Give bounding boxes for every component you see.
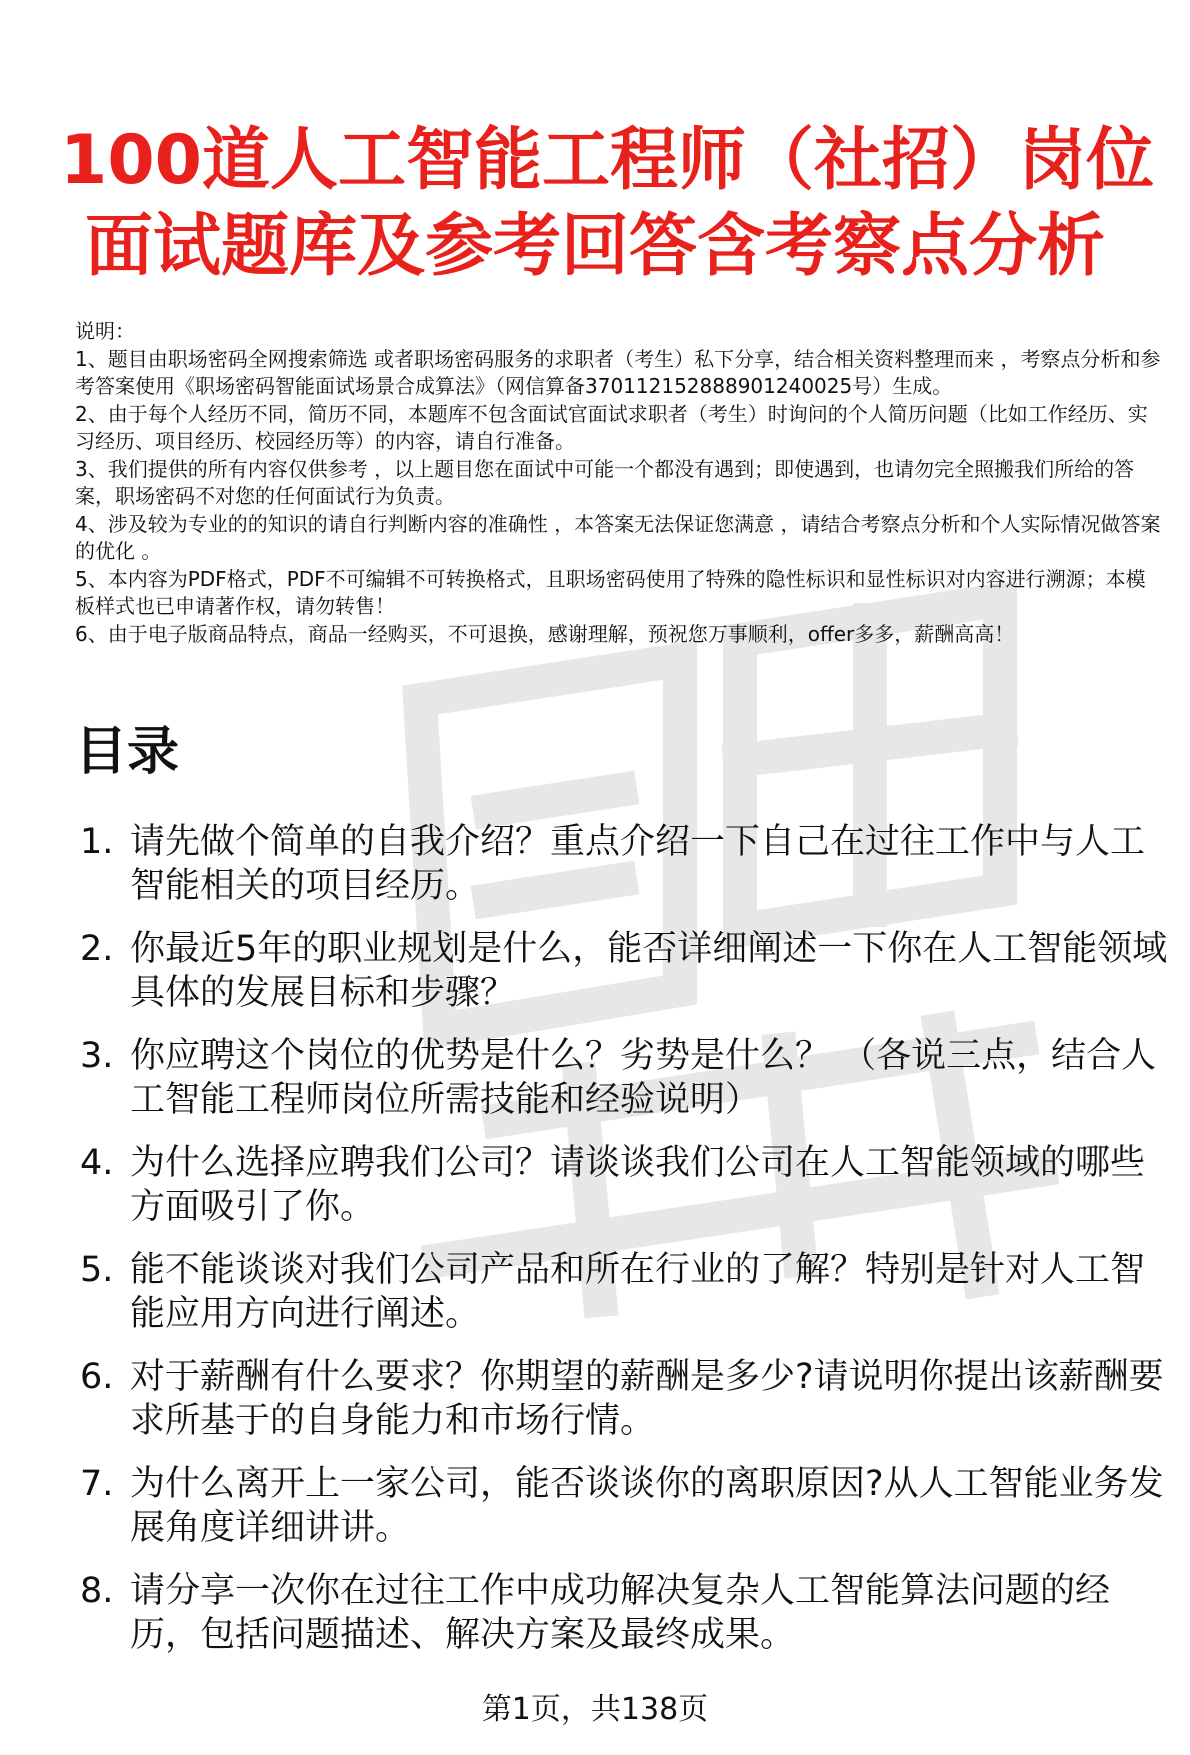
toc-item[interactable] <box>80 820 1175 908</box>
toc-item-text: 对于薪酬有什么要求？你期望的薪酬是多少?请说明你提出该薪酬要求所基于的自身能力和市场行情。 <box>130 1357 1164 1441</box>
note-item-2: 2、由于每个人经历不同，简历不同，本题库不包含面试官面试求职者（考生）时询问的个人简历问题（比如工作经历、实习经历、项目经历、校园经历等）的内容，请自行准备。 <box>75 401 1148 453</box>
note-item-6: 6、由于电子版商品特点，商品一经购买，不可退换，感谢理解，预祝您万事顺利，offer多多，薪酬高高！ <box>75 621 1015 646</box>
toc-item[interactable] <box>80 927 1175 1015</box>
toc-item-text: 请分享一次你在过往工作中成功解决复杂人工智能算法问题的经历，包括问题描述、解决方案及最终成果。 <box>130 1571 1111 1655</box>
note-item-3: 3、我们提供的所有内容仅供参考 ，以上题目您在面试中可能一个都没有遇到；即使遇到，也请勿完全照搬我们所给的答案，职场密码不对您的任何面试行为负责。 <box>75 456 1135 508</box>
toc-item-text: 为什么离开上一家公司，能否谈谈你的离职原因?从人工智能业务发展角度详细讲讲。 <box>130 1464 1164 1548</box>
toc-item-number: 2. <box>80 929 114 969</box>
toc-item-number: 4. <box>80 1143 114 1183</box>
note-item-1: 1、题目由职场密码全网搜索筛选 或者职场密码服务的求职者（考生）私下分享，结合相关资料整理而来 ，考察点分析和参考答案使用《职场密码智能面试场景合成算法》（网信算备370112152888901240025号）生成。 <box>75 346 1161 398</box>
title-line-1: 100道人工智能工程师（社招）岗位 <box>60 121 1154 200</box>
toc-item-number: 5. <box>80 1250 114 1290</box>
toc-item-text: 为什么选择应聘我们公司？请谈谈我们公司在人工智能领域的哪些方面吸引了你。 <box>130 1143 1146 1227</box>
note-item-4: 4、涉及较为专业的的知识的请自行判断内容的准确性 ，本答案无法保证您满意 ，请结合考察点分析和个人实际情况做答案的优化 。 <box>75 511 1161 563</box>
page-number: 第1页，共138页 <box>481 1692 709 1727</box>
toc-item-text: 请先做个简单的自我介绍？重点介绍一下自己在过往工作中与人工智能相关的项目经历。 <box>130 822 1146 906</box>
toc-item-text: 能不能谈谈对我们公司产品和所在行业的了解？特别是针对人工智能应用方向进行阐述。 <box>130 1250 1146 1334</box>
toc-item[interactable] <box>80 1248 1175 1336</box>
title-line-2: 面试题库及参考回答含考察点分析 <box>84 207 1105 286</box>
notes-heading: 说明： <box>75 319 135 343</box>
toc-item[interactable] <box>80 1034 1175 1122</box>
toc-item-number: 3. <box>80 1036 114 1076</box>
document-title <box>60 118 1154 290</box>
toc-item[interactable] <box>80 1569 1175 1657</box>
toc-item-number: 6. <box>80 1357 114 1397</box>
toc-heading: 目录 <box>75 722 180 782</box>
toc-item[interactable] <box>80 1355 1175 1443</box>
toc-item-number: 1. <box>80 822 114 862</box>
table-of-contents <box>80 820 1175 1676</box>
toc-item-text: 你应聘这个岗位的优势是什么？劣势是什么？ （各说三点，结合人工智能工程师岗位所需技能和经验说明） <box>130 1036 1157 1120</box>
note-item-5: 5、本内容为PDF格式，PDF不可编辑不可转换格式，且职场密码使用了特殊的隐性标识和显性标识对内容进行溯源；本模板样式也已申请著作权，请勿转售！ <box>75 566 1146 618</box>
toc-item-number: 8. <box>80 1571 114 1611</box>
disclaimer-notes <box>75 318 1165 648</box>
toc-item-number: 7. <box>80 1464 114 1504</box>
toc-item[interactable] <box>80 1141 1175 1229</box>
toc-item[interactable] <box>80 1462 1175 1550</box>
toc-item-text: 你最近5年的职业规划是什么，能否详细阐述一下你在人工智能领域具体的发展目标和步骤？ <box>130 929 1168 1013</box>
